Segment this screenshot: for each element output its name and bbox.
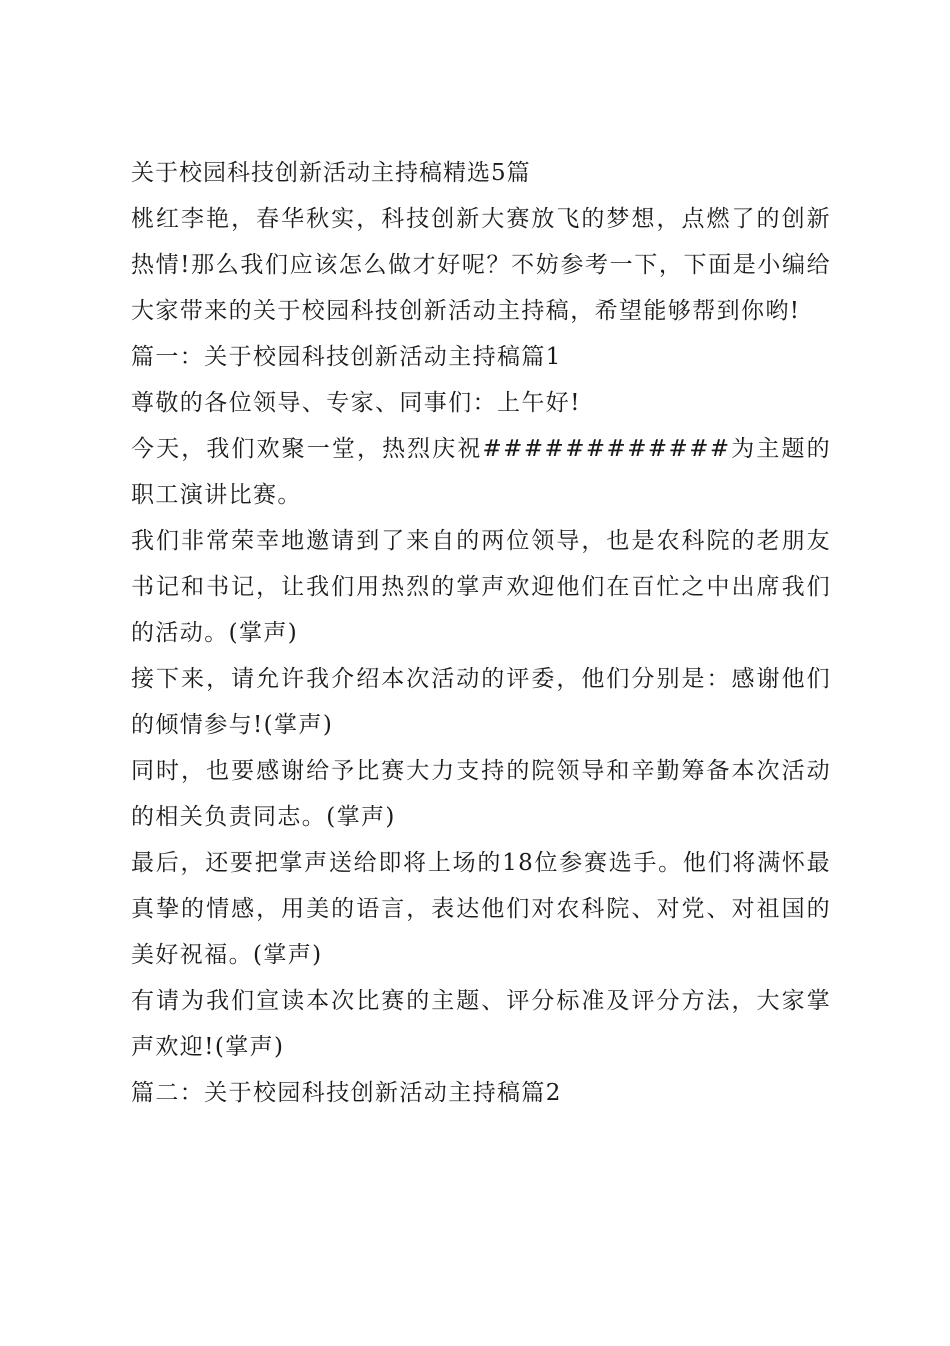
document-page	[131, 150, 831, 1116]
body-paragraph: 我们非常荣幸地邀请到了来自的两位领导，也是农科院的老朋友书记和书记，让我们用热烈的掌声欢迎他们在百忙之中出席我们的活动。(掌声)	[131, 528, 831, 646]
body-paragraph: 今天，我们欢聚一堂，热烈庆祝############为主题的职工演讲比赛。	[131, 436, 831, 508]
body-paragraph: 有请为我们宣读本次比赛的主题、评分标准及评分方法，大家掌声欢迎!(掌声)	[131, 988, 831, 1060]
body-paragraph: 最后，还要把掌声送给即将上场的18位参赛选手。他们将满怀最真挚的情感，用美的语言，表达他们对农科院、对党、对祖国的美好祝福。(掌声)	[131, 850, 831, 968]
greeting-paragraph: 尊敬的各位领导、专家、同事们：上午好!	[131, 390, 581, 416]
section-heading-1: 篇一：关于校园科技创新活动主持稿篇1	[131, 344, 562, 370]
body-paragraph: 同时，也要感谢给予比赛大力支持的院领导和辛勤筹备本次活动的相关负责同志。(掌声)	[131, 758, 831, 830]
section-heading-2: 篇二：关于校园科技创新活动主持稿篇2	[131, 1080, 562, 1106]
document-title: 关于校园科技创新活动主持稿精选5篇	[131, 160, 531, 186]
body-paragraph: 接下来，请允许我介绍本次活动的评委，他们分别是：感谢他们的倾情参与!(掌声)	[131, 666, 831, 738]
intro-paragraph: 桃红李艳，春华秋实，科技创新大赛放飞的梦想，点燃了的创新热情!那么我们应该怎么做才好呢？不妨参考一下，下面是小编给大家带来的关于校园科技创新活动主持稿，希望能够帮到你哟!	[131, 206, 831, 324]
